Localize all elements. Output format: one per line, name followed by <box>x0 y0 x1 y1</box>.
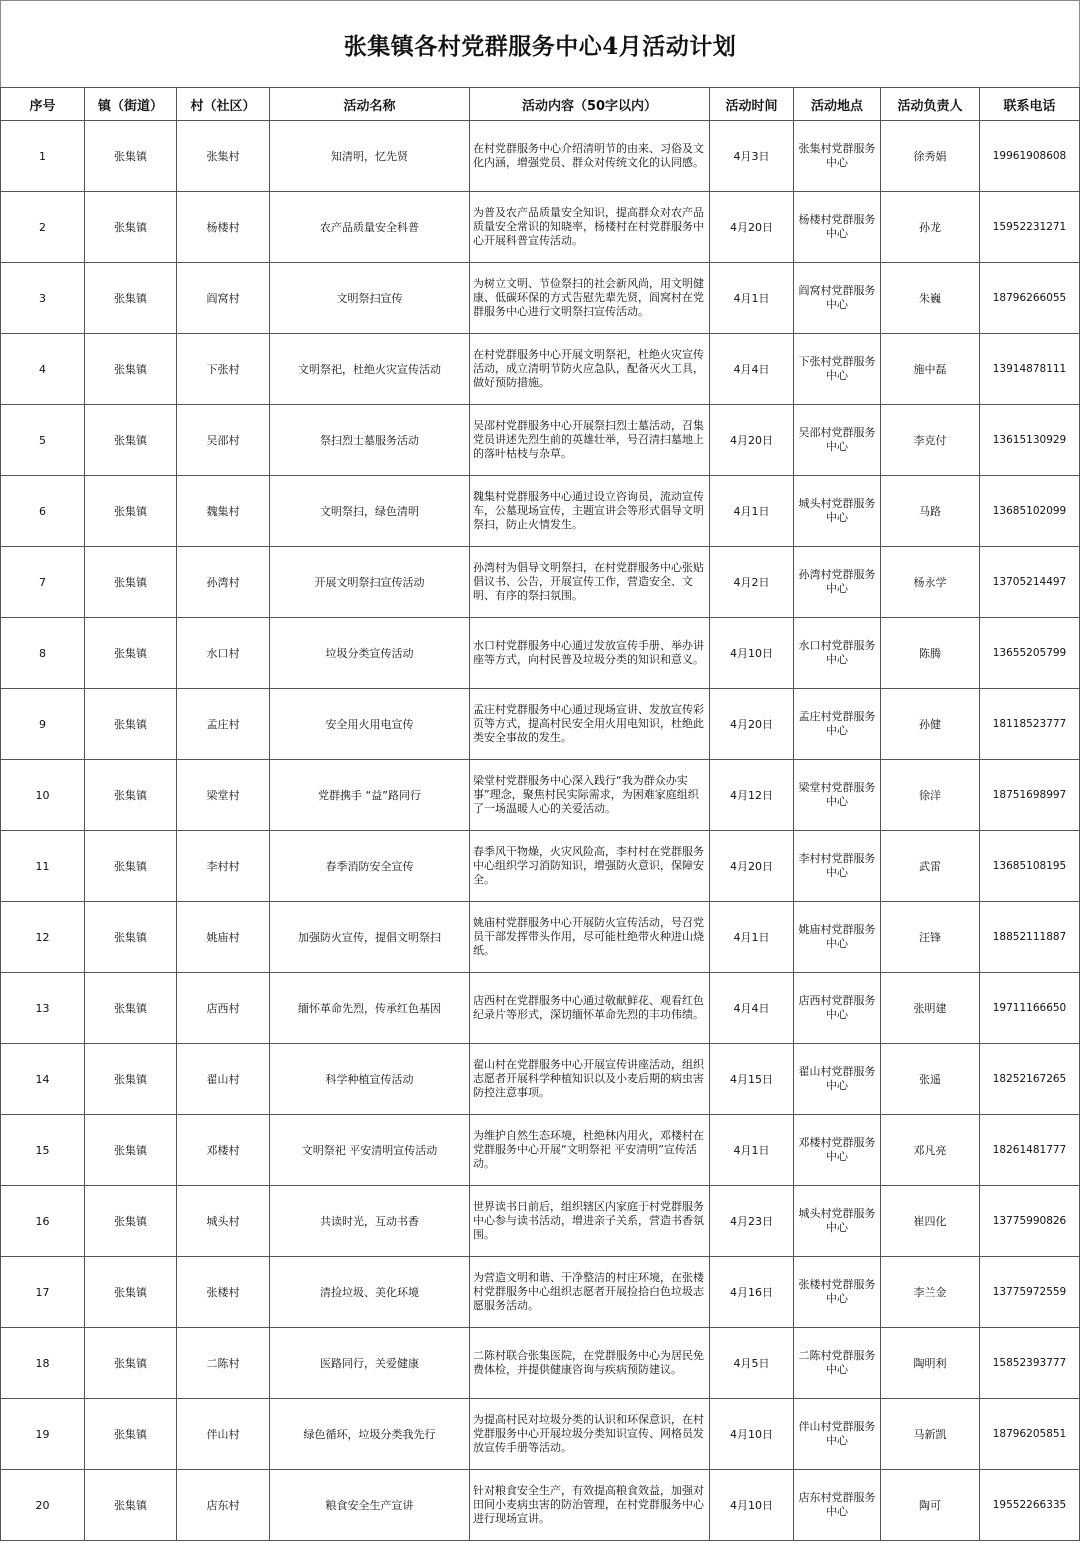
activity-time-cell: 4月16日 <box>710 1257 794 1328</box>
title-band <box>0 0 1080 87</box>
town-cell: 张集镇 <box>85 973 177 1044</box>
village-cell: 阎窝村 <box>177 263 270 334</box>
table-row <box>1 547 1080 618</box>
activity-place-cell: 店西村党群服务中心 <box>794 973 881 1044</box>
town-cell: 张集镇 <box>85 1399 177 1470</box>
town-cell: 张集镇 <box>85 547 177 618</box>
activity-name-cell: 开展文明祭扫宣传活动 <box>270 547 470 618</box>
activity-place-cell: 店东村党群服务中心 <box>794 1470 881 1541</box>
town-cell: 张集镇 <box>85 476 177 547</box>
village-cell: 姚庙村 <box>177 902 270 973</box>
contact-phone-cell: 13615130929 <box>980 405 1080 476</box>
contact-phone-cell: 13775990826 <box>980 1186 1080 1257</box>
town-cell: 张集镇 <box>85 1044 177 1115</box>
activity-leader-cell: 朱巍 <box>881 263 980 334</box>
table-row <box>1 760 1080 831</box>
village-cell: 孟庄村 <box>177 689 270 760</box>
table-row <box>1 1399 1080 1470</box>
activity-leader-cell: 孙龙 <box>881 192 980 263</box>
activity-content-cell: 为营造文明和谐、干净整洁的村庄环境，在张楼村党群服务中心组织志愿者开展捡拾白色垃圾志愿服务活动。 <box>470 1257 710 1328</box>
row-number: 18 <box>1 1328 85 1399</box>
contact-phone-cell: 18796266055 <box>980 263 1080 334</box>
activity-content-cell: 店西村在党群服务中心通过敬献鲜花、观看红色纪录片等形式，深切缅怀革命先烈的丰功伟绩。 <box>470 973 710 1044</box>
activity-leader-cell: 汪锋 <box>881 902 980 973</box>
activity-place-cell: 李村村党群服务中心 <box>794 831 881 902</box>
activity-name-cell: 党群携手 “益”路同行 <box>270 760 470 831</box>
row-number: 12 <box>1 902 85 973</box>
village-cell: 水口村 <box>177 618 270 689</box>
table-row <box>1 121 1080 192</box>
town-cell: 张集镇 <box>85 192 177 263</box>
activity-name-cell: 文明祭扫，绿色清明 <box>270 476 470 547</box>
activity-name-cell: 科学种植宣传活动 <box>270 1044 470 1115</box>
town-cell: 张集镇 <box>85 1328 177 1399</box>
activity-name-cell: 加强防火宣传，提倡文明祭扫 <box>270 902 470 973</box>
activity-name-cell: 医路同行，关爱健康 <box>270 1328 470 1399</box>
town-cell: 张集镇 <box>85 618 177 689</box>
contact-phone-cell: 18852111887 <box>980 902 1080 973</box>
table-row <box>1 831 1080 902</box>
activity-leader-cell: 徐秀娟 <box>881 121 980 192</box>
activity-name-cell: 农产品质量安全科普 <box>270 192 470 263</box>
activity-content-cell: 二陈村联合张集医院，在党群服务中心为居民免费体检，并提供健康咨询与疾病预防建议。 <box>470 1328 710 1399</box>
row-number: 14 <box>1 1044 85 1115</box>
town-cell: 张集镇 <box>85 831 177 902</box>
activity-content-cell: 孟庄村党群服务中心通过现场宣讲、发放宣传彩页等方式，提高村民安全用火用电知识，杜绝此类安全事故的发生。 <box>470 689 710 760</box>
activity-name-cell: 清捡垃圾、美化环境 <box>270 1257 470 1328</box>
activity-leader-cell: 陈腾 <box>881 618 980 689</box>
activity-time-cell: 4月1日 <box>710 902 794 973</box>
row-number: 10 <box>1 760 85 831</box>
village-cell: 魏集村 <box>177 476 270 547</box>
activity-leader-cell: 杨永学 <box>881 547 980 618</box>
town-cell: 张集镇 <box>85 334 177 405</box>
activity-name-cell: 绿色循环，垃圾分类我先行 <box>270 1399 470 1470</box>
village-cell: 店西村 <box>177 973 270 1044</box>
activity-content-cell: 孙湾村为倡导文明祭扫，在村党群服务中心张贴倡议书、公告，开展宣传工作，营造安全、文明、有序的祭扫氛围。 <box>470 547 710 618</box>
activity-content-cell: 世界读书日前后，组织辖区内家庭于村党群服务中心参与读书活动，增进亲子关系，营造书香氛围。 <box>470 1186 710 1257</box>
row-number: 9 <box>1 689 85 760</box>
village-cell: 杨楼村 <box>177 192 270 263</box>
activity-content-cell: 为提高村民对垃圾分类的认识和环保意识，在村党群服务中心开展垃圾分类知识宣传、网格员发放宣传手册等活动。 <box>470 1399 710 1470</box>
activity-content-cell: 春季风干物燥，火灾风险高，李村村在党群服务中心组织学习消防知识，增强防火意识，保障安全。 <box>470 831 710 902</box>
contact-phone-cell: 19552266335 <box>980 1470 1080 1541</box>
activity-place-cell: 杨楼村党群服务中心 <box>794 192 881 263</box>
table-row <box>1 1115 1080 1186</box>
activity-time-cell: 4月20日 <box>710 192 794 263</box>
activity-time-cell: 4月20日 <box>710 689 794 760</box>
activity-name-cell: 粮食安全生产宣讲 <box>270 1470 470 1541</box>
activity-leader-cell: 李兰金 <box>881 1257 980 1328</box>
activity-place-cell: 城头村党群服务中心 <box>794 1186 881 1257</box>
activity-content-cell: 为维护自然生态环境，杜绝林内用火，邓楼村在党群服务中心开展“文明祭祀 平安清明”宣传活动。 <box>470 1115 710 1186</box>
header-cell-activity-place: 活动地点 <box>794 88 881 121</box>
activity-leader-cell: 马路 <box>881 476 980 547</box>
table-row <box>1 1044 1080 1115</box>
activity-name-cell: 缅怀革命先烈，传承红色基因 <box>270 973 470 1044</box>
contact-phone-cell: 15952231271 <box>980 192 1080 263</box>
activity-content-cell: 为树立文明、节俭祭扫的社会新风尚，用文明健康、低碳环保的方式告慰先辈先贤，阎窝村在党群服务中心进行文明祭扫宣传活动。 <box>470 263 710 334</box>
table-row <box>1 476 1080 547</box>
activity-content-cell: 梁堂村党群服务中心深入践行“我为群众办实事”理念，聚焦村民实际需求，为困难家庭组织了一场温暖人心的关爱活动。 <box>470 760 710 831</box>
table-row <box>1 973 1080 1044</box>
town-cell: 张集镇 <box>85 405 177 476</box>
activity-leader-cell: 马新凯 <box>881 1399 980 1470</box>
row-number: 19 <box>1 1399 85 1470</box>
village-cell: 城头村 <box>177 1186 270 1257</box>
village-cell: 梁堂村 <box>177 760 270 831</box>
activity-leader-cell: 孙健 <box>881 689 980 760</box>
row-number: 15 <box>1 1115 85 1186</box>
row-number: 17 <box>1 1257 85 1328</box>
header-cell-village: 村（社区） <box>177 88 270 121</box>
contact-phone-cell: 13775972559 <box>980 1257 1080 1328</box>
activity-leader-cell: 李克付 <box>881 405 980 476</box>
activity-place-cell: 水口村党群服务中心 <box>794 618 881 689</box>
activity-table <box>0 87 1080 1541</box>
activity-time-cell: 4月12日 <box>710 760 794 831</box>
contact-phone-cell: 13685108195 <box>980 831 1080 902</box>
activity-content-cell: 为普及农产品质量安全知识，提高群众对农产品质量安全常识的知晓率，杨楼村在村党群服务中心开展科普宣传活动。 <box>470 192 710 263</box>
table-header-row <box>1 88 1080 121</box>
activity-content-cell: 在村党群服务中心开展文明祭祀，杜绝火灾宣传活动，成立清明节防火应急队，配备灭火工具，做好预防措施。 <box>470 334 710 405</box>
village-cell: 店东村 <box>177 1470 270 1541</box>
activity-content-cell: 翟山村在党群服务中心开展宣传讲座活动，组织志愿者开展科学种植知识以及小麦后期的病虫害防控注意事项。 <box>470 1044 710 1115</box>
town-cell: 张集镇 <box>85 689 177 760</box>
row-number: 1 <box>1 121 85 192</box>
activity-place-cell: 城头村党群服务中心 <box>794 476 881 547</box>
table-row <box>1 1470 1080 1541</box>
activity-time-cell: 4月20日 <box>710 831 794 902</box>
village-cell: 吴邵村 <box>177 405 270 476</box>
village-cell: 翟山村 <box>177 1044 270 1115</box>
contact-phone-cell: 18261481777 <box>980 1115 1080 1186</box>
activity-time-cell: 4月1日 <box>710 1115 794 1186</box>
town-cell: 张集镇 <box>85 121 177 192</box>
activity-content-cell: 针对粮食安全生产，有效提高粮食效益，加强对田间小麦病虫害的防治管理，在村党群服务中心进行现场宣讲。 <box>470 1470 710 1541</box>
activity-time-cell: 4月4日 <box>710 334 794 405</box>
activity-leader-cell: 崔四化 <box>881 1186 980 1257</box>
table-row <box>1 1328 1080 1399</box>
page-title: 张集镇各村党群服务中心4月活动计划 <box>343 32 737 60</box>
activity-place-cell: 伴山村党群服务中心 <box>794 1399 881 1470</box>
activity-time-cell: 4月1日 <box>710 476 794 547</box>
activity-place-cell: 阎窝村党群服务中心 <box>794 263 881 334</box>
contact-phone-cell: 18751698997 <box>980 760 1080 831</box>
table-row <box>1 689 1080 760</box>
row-number: 8 <box>1 618 85 689</box>
header-cell-activity-name: 活动名称 <box>270 88 470 121</box>
village-cell: 伴山村 <box>177 1399 270 1470</box>
row-number: 11 <box>1 831 85 902</box>
contact-phone-cell: 13705214497 <box>980 547 1080 618</box>
town-cell: 张集镇 <box>85 263 177 334</box>
town-cell: 张集镇 <box>85 902 177 973</box>
activity-leader-cell: 邓凡亮 <box>881 1115 980 1186</box>
activity-content-cell: 魏集村党群服务中心通过设立咨询员，流动宣传车，公墓现场宣传，主题宣讲会等形式倡导文明祭扫，防止火情发生。 <box>470 476 710 547</box>
contact-phone-cell: 13685102099 <box>980 476 1080 547</box>
activity-content-cell: 水口村党群服务中心通过发放宣传手册、举办讲座等方式，向村民普及垃圾分类的知识和意义。 <box>470 618 710 689</box>
activity-place-cell: 孙湾村党群服务中心 <box>794 547 881 618</box>
table-row <box>1 1186 1080 1257</box>
activity-content-cell: 在村党群服务中心介绍清明节的由来、习俗及文化内涵，增强党员、群众对传统文化的认同感。 <box>470 121 710 192</box>
activity-time-cell: 4月10日 <box>710 618 794 689</box>
row-number: 6 <box>1 476 85 547</box>
activity-place-cell: 张楼村党群服务中心 <box>794 1257 881 1328</box>
activity-time-cell: 4月4日 <box>710 973 794 1044</box>
activity-time-cell: 4月15日 <box>710 1044 794 1115</box>
header-cell-activity-content: 活动内容（50字以内） <box>470 88 710 121</box>
village-cell: 张集村 <box>177 121 270 192</box>
town-cell: 张集镇 <box>85 1115 177 1186</box>
activity-time-cell: 4月23日 <box>710 1186 794 1257</box>
activity-name-cell: 安全用火用电宣传 <box>270 689 470 760</box>
table-row <box>1 618 1080 689</box>
row-number: 3 <box>1 263 85 334</box>
contact-phone-cell: 15852393777 <box>980 1328 1080 1399</box>
town-cell: 张集镇 <box>85 1186 177 1257</box>
activity-time-cell: 4月2日 <box>710 547 794 618</box>
activity-time-cell: 4月10日 <box>710 1470 794 1541</box>
activity-time-cell: 4月5日 <box>710 1328 794 1399</box>
activity-place-cell: 二陈村党群服务中心 <box>794 1328 881 1399</box>
activity-leader-cell: 陶可 <box>881 1470 980 1541</box>
contact-phone-cell: 19711166650 <box>980 973 1080 1044</box>
activity-content-cell: 吴邵村党群服务中心开展祭扫烈士墓活动，召集党员讲述先烈生前的英雄壮举，号召清扫墓地上的落叶枯枝与杂草。 <box>470 405 710 476</box>
contact-phone-cell: 18796205851 <box>980 1399 1080 1470</box>
activity-leader-cell: 武雷 <box>881 831 980 902</box>
village-cell: 下张村 <box>177 334 270 405</box>
activity-time-cell: 4月10日 <box>710 1399 794 1470</box>
activity-place-cell: 姚庙村党群服务中心 <box>794 902 881 973</box>
row-number: 5 <box>1 405 85 476</box>
village-cell: 李村村 <box>177 831 270 902</box>
row-number: 20 <box>1 1470 85 1541</box>
row-number: 4 <box>1 334 85 405</box>
activity-place-cell: 邓楼村党群服务中心 <box>794 1115 881 1186</box>
town-cell: 张集镇 <box>85 760 177 831</box>
header-cell-activity-leader: 活动负责人 <box>881 88 980 121</box>
activity-name-cell: 祭扫烈士墓服务活动 <box>270 405 470 476</box>
activity-time-cell: 4月3日 <box>710 121 794 192</box>
row-number: 16 <box>1 1186 85 1257</box>
activity-name-cell: 共读时光，互动书香 <box>270 1186 470 1257</box>
header-cell-contact-phone: 联系电话 <box>980 88 1080 121</box>
header-cell-town: 镇（街道） <box>85 88 177 121</box>
activity-name-cell: 文明祭扫宣传 <box>270 263 470 334</box>
activity-leader-cell: 陶明利 <box>881 1328 980 1399</box>
table-row <box>1 1257 1080 1328</box>
header-cell-activity-time: 活动时间 <box>710 88 794 121</box>
activity-time-cell: 4月1日 <box>710 263 794 334</box>
activity-name-cell: 文明祭祀，杜绝火灾宣传活动 <box>270 334 470 405</box>
table-row <box>1 263 1080 334</box>
table-row <box>1 334 1080 405</box>
activity-place-cell: 孟庄村党群服务中心 <box>794 689 881 760</box>
contact-phone-cell: 19961908608 <box>980 121 1080 192</box>
village-cell: 孙湾村 <box>177 547 270 618</box>
activity-leader-cell: 徐洋 <box>881 760 980 831</box>
town-cell: 张集镇 <box>85 1257 177 1328</box>
activity-name-cell: 垃圾分类宣传活动 <box>270 618 470 689</box>
table-row <box>1 902 1080 973</box>
contact-phone-cell: 13914878111 <box>980 334 1080 405</box>
row-number: 7 <box>1 547 85 618</box>
town-cell: 张集镇 <box>85 1470 177 1541</box>
table-row <box>1 192 1080 263</box>
village-cell: 张楼村 <box>177 1257 270 1328</box>
header-cell-no: 序号 <box>1 88 85 121</box>
activity-place-cell: 下张村党群服务中心 <box>794 334 881 405</box>
row-number: 13 <box>1 973 85 1044</box>
activity-leader-cell: 张遥 <box>881 1044 980 1115</box>
activity-time-cell: 4月20日 <box>710 405 794 476</box>
village-cell: 邓楼村 <box>177 1115 270 1186</box>
table-row <box>1 405 1080 476</box>
activity-name-cell: 知清明，忆先贤 <box>270 121 470 192</box>
contact-phone-cell: 13655205799 <box>980 618 1080 689</box>
contact-phone-cell: 18118523777 <box>980 689 1080 760</box>
activity-leader-cell: 张明建 <box>881 973 980 1044</box>
activity-place-cell: 张集村党群服务中心 <box>794 121 881 192</box>
village-cell: 二陈村 <box>177 1328 270 1399</box>
activity-place-cell: 翟山村党群服务中心 <box>794 1044 881 1115</box>
activity-name-cell: 文明祭祀 平安清明宣传活动 <box>270 1115 470 1186</box>
row-number: 2 <box>1 192 85 263</box>
contact-phone-cell: 18252167265 <box>980 1044 1080 1115</box>
activity-content-cell: 姚庙村党群服务中心开展防火宣传活动，号召党员干部发挥带头作用，尽可能杜绝带火种进山烧纸。 <box>470 902 710 973</box>
activity-place-cell: 吴邵村党群服务中心 <box>794 405 881 476</box>
activity-place-cell: 梁堂村党群服务中心 <box>794 760 881 831</box>
activity-name-cell: 春季消防安全宣传 <box>270 831 470 902</box>
activity-leader-cell: 施中磊 <box>881 334 980 405</box>
